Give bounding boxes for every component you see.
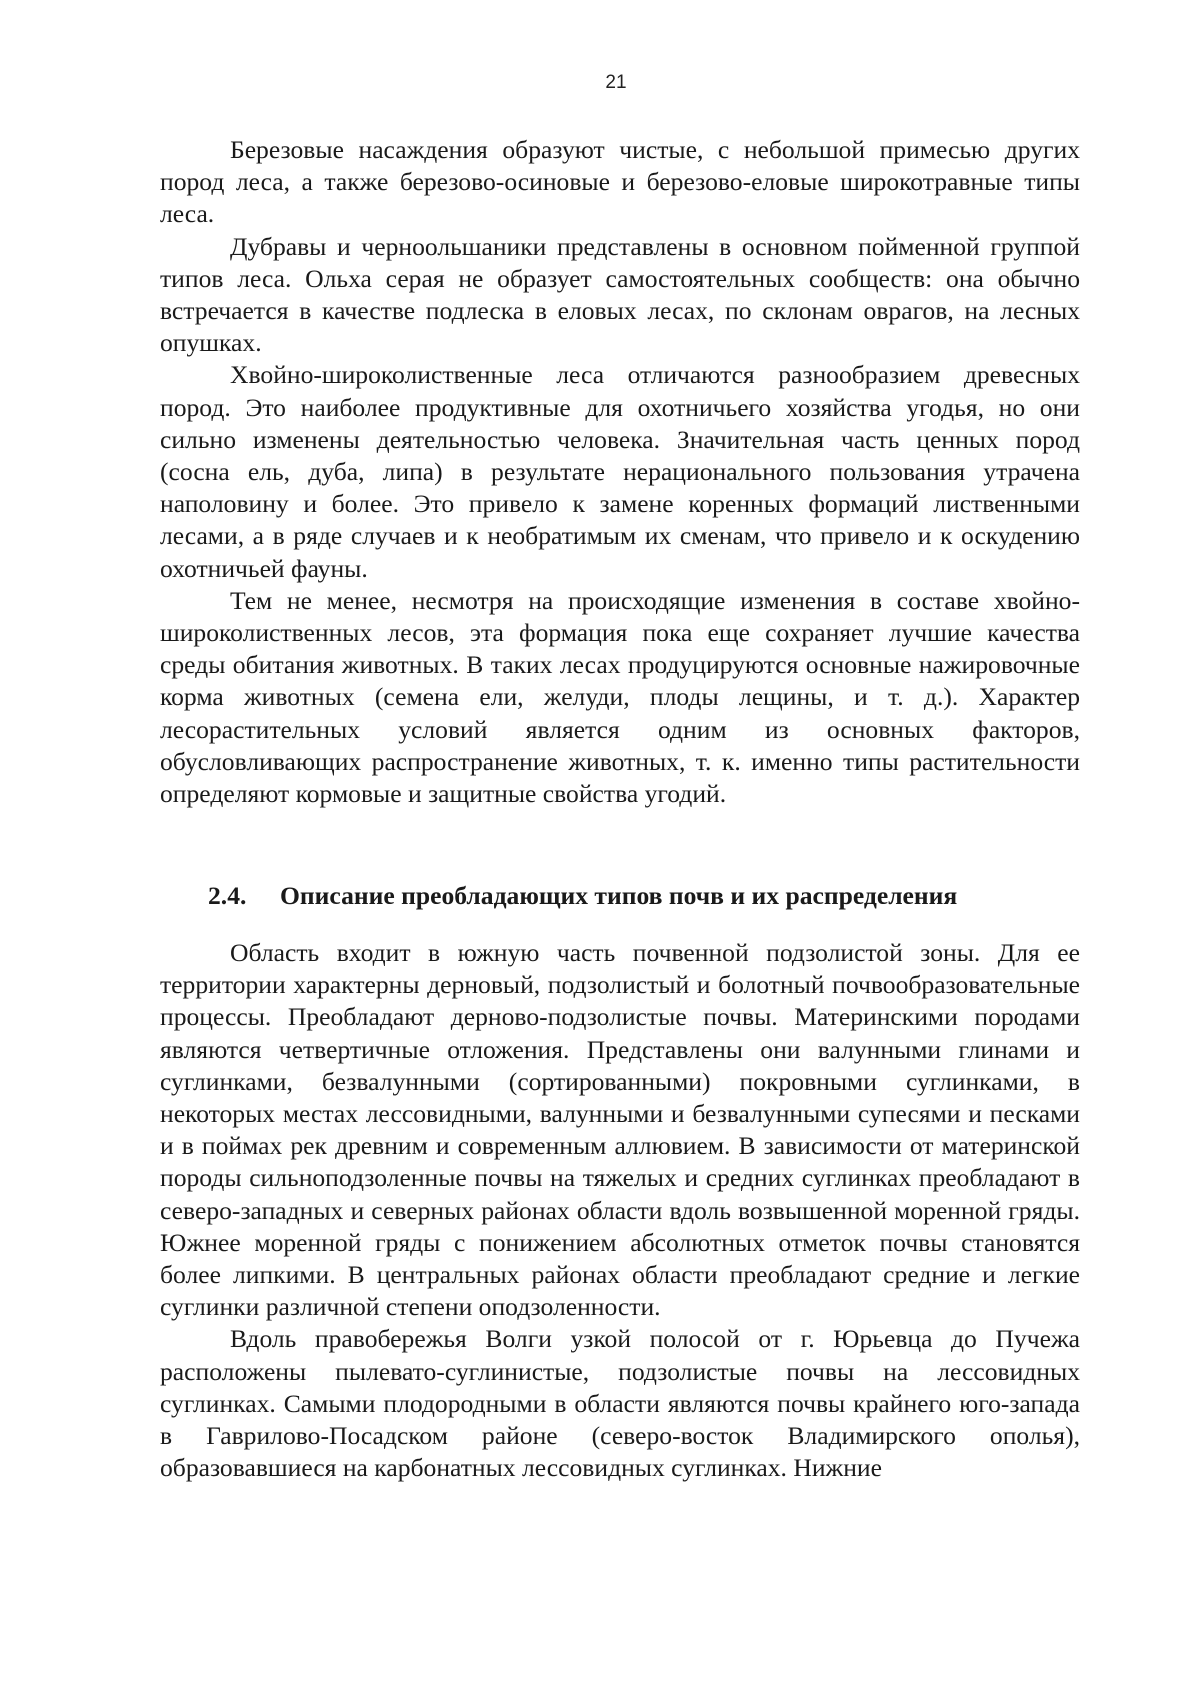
section-heading [208, 880, 1088, 912]
paragraph-forest-habitat: Тем не менее, несмотря на происходящие изменения в составе хвойно-широколиственных лесов, эта формация пока еще сохраняет лучшие качества среды обитания животных. В таких лесах продуцируются основные нажировочные корма животных (семена ели, желуди, плоды лещины, и т. д.). Характер лесорастительных условий является одним из основных факторов, обусловливающих распространение животных, т. к. именно типы растительности определяют кормовые и защитные свойства угодий. [160, 585, 1080, 809]
body-text-before-section [160, 134, 1080, 810]
body-text-after-section [160, 937, 1080, 1484]
paragraph-volga-right-bank: Вдоль правобережья Волги узкой полосой от г. Юрьевца до Пучежа расположены пылевато-суглинистые, подзолистые почвы на лессовидных суглинках. Самыми плодородными в области являются почвы крайнего юго-запада в Гаврилово-Посадском районе (северо-восток Владимирского ополья), образовавшиеся на карбонатных лессовидных суглинках. Нижние [160, 1324, 1080, 1483]
paragraph-soil-zone: Область входит в южную часть почвенной подзолистой зоны. Для ее территории характерны дерновый, подзолистый и болотный почвообразовательные процессы. Преобладают дерново-подзолистые почвы. Материнскими породами являются четвертичные отложения. Представлены они валунными глинами и суглинками, безвалунными (сортированными) покровными суглинками, в некоторых местах лессовидными, валунными и безвалунными супесями и песками и в поймах рек древним и современным аллювием. В зависимости от материнской породы сильноподзоленные почвы на тяжелых и средних суглинках преобладают в северо-западных и северных районах области вдоль возвышенной моренной гряды. Южнее моренной гряды с понижением абсолютных отметок почвы становятся более липкими. В центральных районах области преобладают средние и легкие суглинки различной степени оподзоленности. [160, 938, 1080, 1322]
paragraph-oak-alder-forests: Дубравы и черноольшаники представлены в основном пойменной группой типов леса. Ольха серая не образует самостоятельных сообществ: она обычно встречается в качестве подлеска в еловых лесах, по склонам оврагов, на лесных опушках. [160, 231, 1080, 358]
paragraph-mixed-forests: Хвойно-широколиственные леса отличаются разнообразием древесных пород. Это наиболее продуктивные для охотничьего хозяйства угодья, но они сильно изменены деятельностью человека. Значительная часть ценных пород (сосна ель, дуба, липа) в результате нерационального пользования утрачена наполовину и более. Это привело к замене коренных формаций лиственными лесами, а в ряде случаев и к необратимым их сменам, что привело и к оскудению охотничьей фауны. [160, 360, 1080, 583]
page-number: 21 [605, 72, 627, 93]
section-number: 2.4. [208, 881, 247, 910]
section-title: Описание преобладающих типов почв и их распределения [280, 881, 958, 910]
paragraph-birch-stands: Березовые насаждения образуют чистые, с небольшой примесью других пород леса, а также березово-осиновые и березово-еловые широкотравные типы леса. [160, 135, 1080, 229]
